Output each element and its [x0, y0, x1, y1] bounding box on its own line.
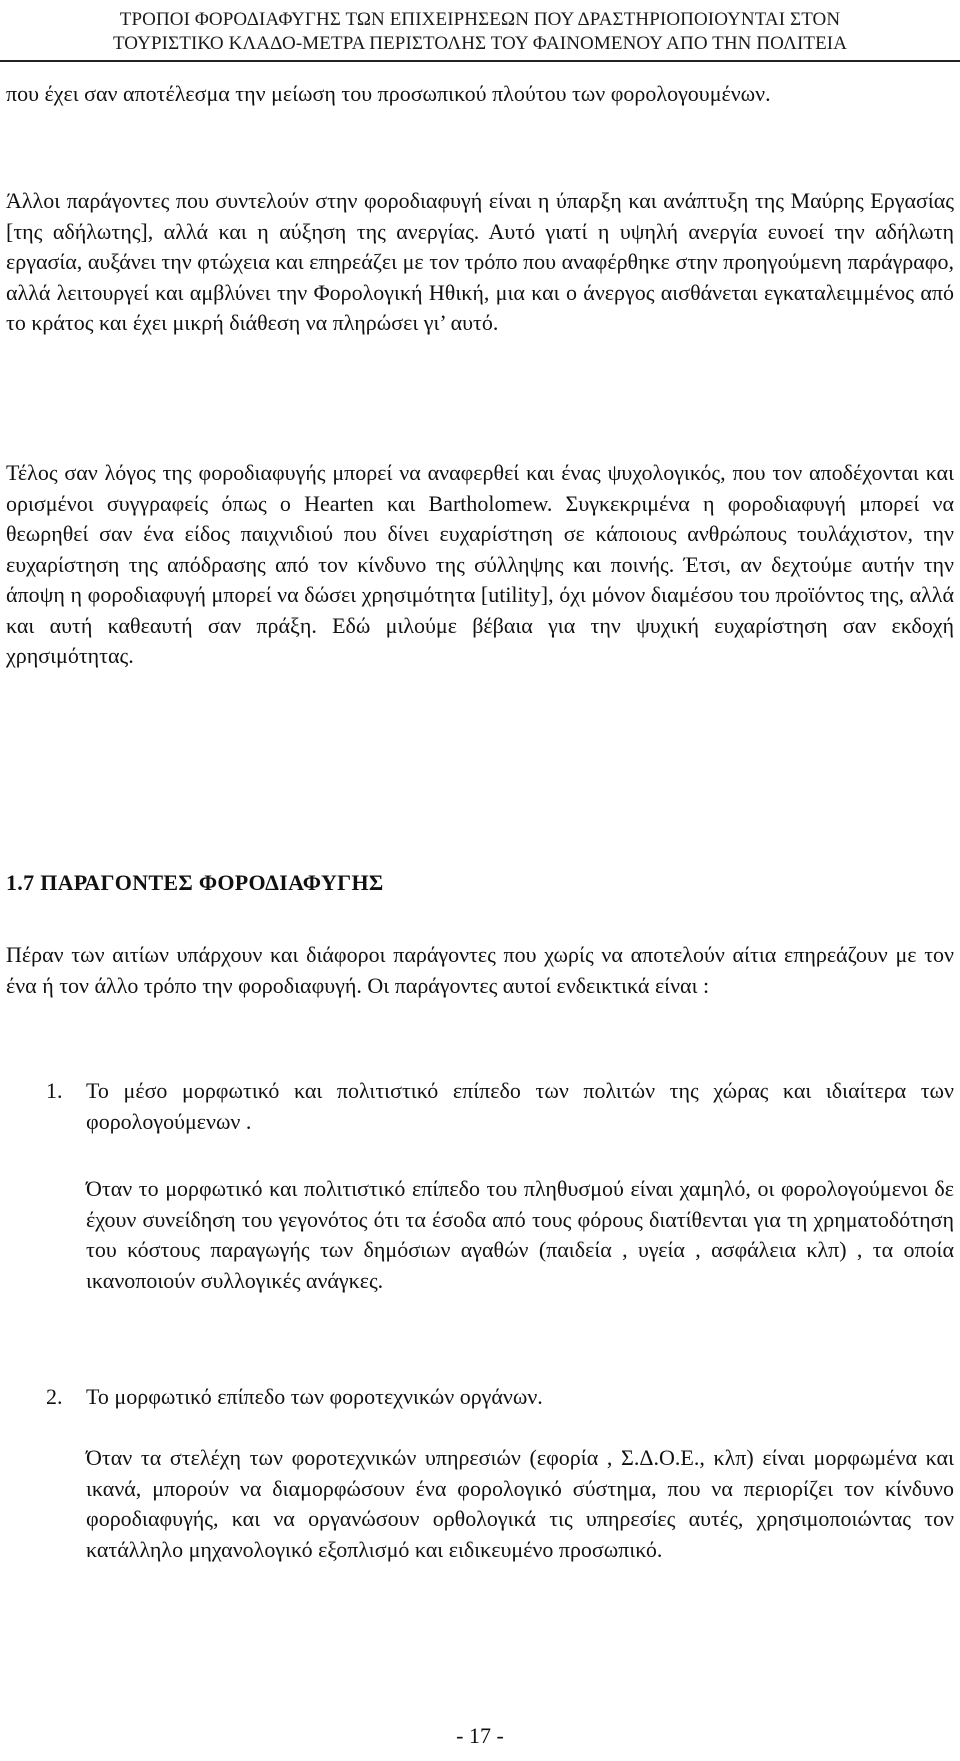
paragraph-factors-intro: Πέραν των αιτίων υπάρχουν και διάφοροι παράγοντες που χωρίς να αποτελούν αίτια επηρεάζουν με τον ένα ή τον άλλο τρόπο την φοροδιαφυγή. Οι παράγοντες αυτοί ενδεικτικά είναι : [6, 942, 954, 998]
header-divider [0, 60, 960, 62]
list-number-2: 2. [46, 1384, 63, 1409]
list-item-1-title: Το μέσο μορφωτικό και πολιτιστικό επίπεδο των πολιτών της χώρας και ιδιαίτερα των φορολογούμενων . [86, 1078, 954, 1134]
section-heading: 1.7 ΠΑΡΑΓΟΝΤΕΣ ΦΟΡΟΔΙΑΦΥΓΗΣ [6, 870, 384, 895]
paragraph-continuation: που έχει σαν αποτέλεσμα την μείωση του προσωπικού πλούτου των φορολογουμένων. [6, 81, 771, 106]
paragraph-psychological-reason: Τέλος σαν λόγος της φοροδιαφυγής μπορεί να αναφερθεί και ένας ψυχολογικός, που τον αποδέχονται και ορισμένοι συγγραφείς όπως ο Hearten και Bartholomew. Συγκεκριμένα η φοροδιαφυγή μπορεί να θεωρηθεί σαν ένα είδος παιχνιδιού που δίνει ευχαρίστηση σε κάποιους ανθρώπους τουλάχιστον, την ευχαρίστηση της απόδρασης από τον κίνδυνο της σύλληψης και ποινής. Έτσι, αν δεχτούμε αυτήν την άποψη η φοροδιαφυγή μπορεί να δώσει χρησιμότητα [utility], όχι μόνον διαμέσου του προϊόντος της, αλλά και αυτή καθεαυτή σαν πράξη. Εδώ μιλούμε βέβαια για την ψυχική ευχαρίστηση σαν εκδοχή χρησιμότητας. [6, 460, 954, 668]
list-item-2-title: Το μορφωτικό επίπεδο των φοροτεχνικών οργάνων. [86, 1384, 543, 1409]
list-item-2-detail: Όταν τα στελέχη των φοροτεχνικών υπηρεσιών (εφορία , Σ.Δ.Ο.Ε., κλπ) είναι μορφωμένα και ικανά, μπορούν να διαμορφώσουν ένα φορολογικό σύστημα, που να περιορίζει τον κίνδυνο φοροδιαφυγής, και να οργανώσουν ορθολογικά τις υπηρεσίες αυτές, χρησιμοποιώντας τον κατάλληλο μηχανολογικό εξοπλισμό και ειδικευμένο προσωπικό. [86, 1445, 954, 1562]
running-header [0, 8, 960, 56]
paragraph-black-labour: Άλλοι παράγοντες που συντελούν στην φοροδιαφυγή είναι η ύπαρξη και ανάπτυξη της Μαύρης Εργασίας [της αδήλωτης], αλλά και η αύξηση της ανεργίας. Αυτό γιατί η υψηλή ανεργία ευνοεί την αδήλωτη εργασία, αυξάνει την φτώχεια και επηρεάζει με τον τρόπο που αναφέρθηκε στην προηγούμενη παράγραφο, αλλά λειτουργεί και αμβλύνει την Φορολογική Ηθική, μια και ο άνεργος αισθάνεται εγκαταλειμμένος από το κράτος και έχει μικρή διάθεση να πληρώσει γι’ αυτό. [6, 188, 954, 335]
page-number: - 17 - [456, 1723, 504, 1748]
header-line-2: ΤΟΥΡΙΣΤΙΚΟ ΚΛΑΔΟ-ΜΕΤΡΑ ΠΕΡΙΣΤΟΛΗΣ ΤΟΥ ΦΑΙΝΟΜΕΝΟΥ ΑΠΟ ΤΗΝ ΠΟΛΙΤΕΙΑ [112, 33, 848, 54]
header-line-1: ΤΡΟΠΟΙ ΦΟΡΟΔΙΑΦΥΓΗΣ ΤΩΝ ΕΠΙΧΕΙΡΗΣΕΩΝ ΠΟΥ ΔΡΑΣΤΗΡΙΟΠΟΙΟΥΝΤΑΙ ΣΤΟΝ [119, 9, 841, 30]
list-item-1-detail: Όταν το μορφωτικό και πολιτιστικό επίπεδο του πληθυσμού είναι χαμηλό, οι φορολογούμενοι δε έχουν συνείδηση του γεγονότος ότι τα έσοδα από τους φόρους διατίθενται για τη χρηματοδότηση του κόστους παραγωγής των δημόσιων αγαθών (παιδεία , υγεία , ασφάλεια κλπ) , τα οποία ικανοποιούν συλλογικές ανάγκες. [86, 1176, 954, 1293]
list-number-1: 1. [46, 1078, 63, 1103]
